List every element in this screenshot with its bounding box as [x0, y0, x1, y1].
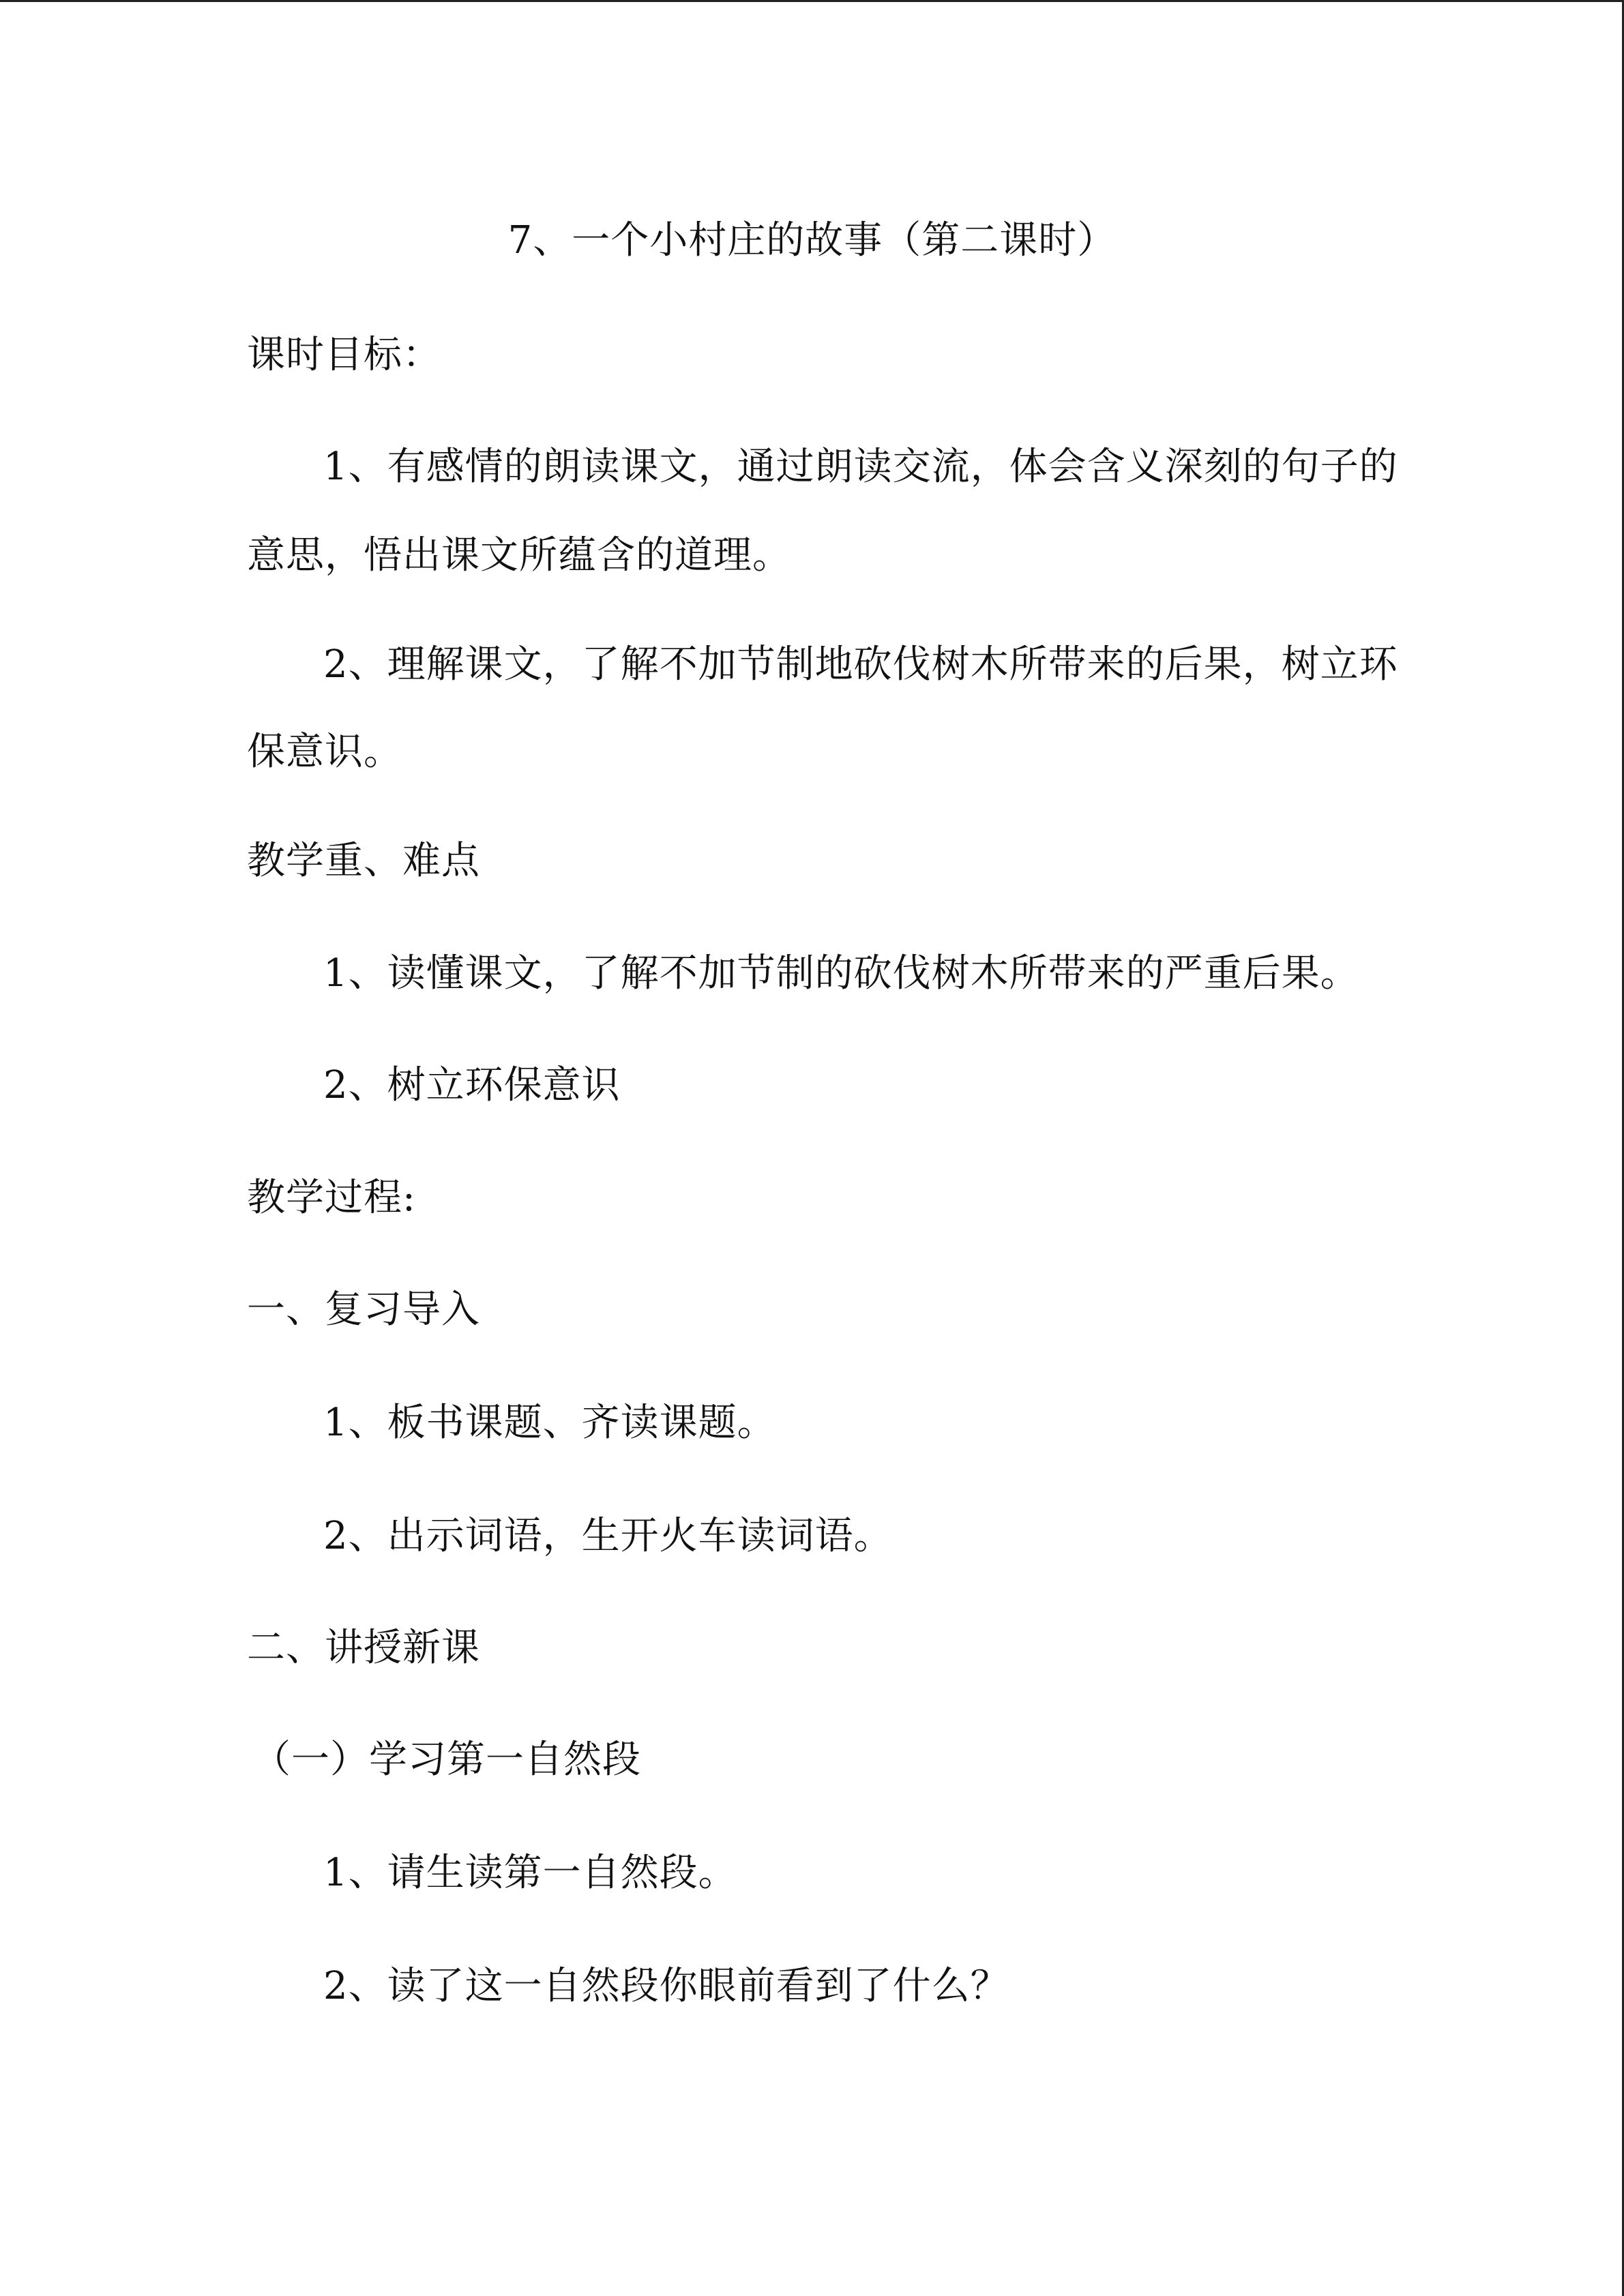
section-1-item-2: 2、出示词语，生开火车读词语。 — [323, 1514, 893, 1558]
subsection-1-item-2: 2、读了这一自然段你眼前看到了什么？ — [323, 1964, 1009, 2008]
key-points-heading: 教学重、难点 — [247, 839, 480, 883]
process-heading: 教学过程: — [247, 1176, 416, 1220]
section-1-item-1: 1、板书课题、齐读课题。 — [323, 1401, 776, 1445]
objective-2-line-1: 2、理解课文，了解不加节制地砍伐树木所带来的后果，树立环 — [323, 642, 1398, 687]
subsection-1-item-1: 1、请生读第一自然段。 — [323, 1851, 737, 1895]
section-2-heading: 二、讲授新课 — [247, 1626, 480, 1670]
document-title: 7、一个小村庄的故事（第二课时） — [507, 218, 1117, 263]
objective-1-line-1: 1、有感情的朗读课文，通过朗读交流，体会含义深刻的句子的 — [323, 445, 1398, 489]
key-point-1: 1、读懂课文，了解不加节制的砍伐树木所带来的严重后果。 — [323, 951, 1359, 996]
key-point-2: 2、树立环保意识 — [323, 1063, 621, 1107]
objectives-heading: 课时目标： — [247, 333, 441, 377]
subsection-1-heading: （一）学习第一自然段 — [252, 1738, 641, 1782]
objective-2-line-2: 保意识。 — [247, 730, 402, 774]
objective-1-line-2: 意思，悟出课文所蕴含的道理。 — [247, 533, 791, 578]
section-1-heading: 一、复习导入 — [247, 1287, 480, 1332]
